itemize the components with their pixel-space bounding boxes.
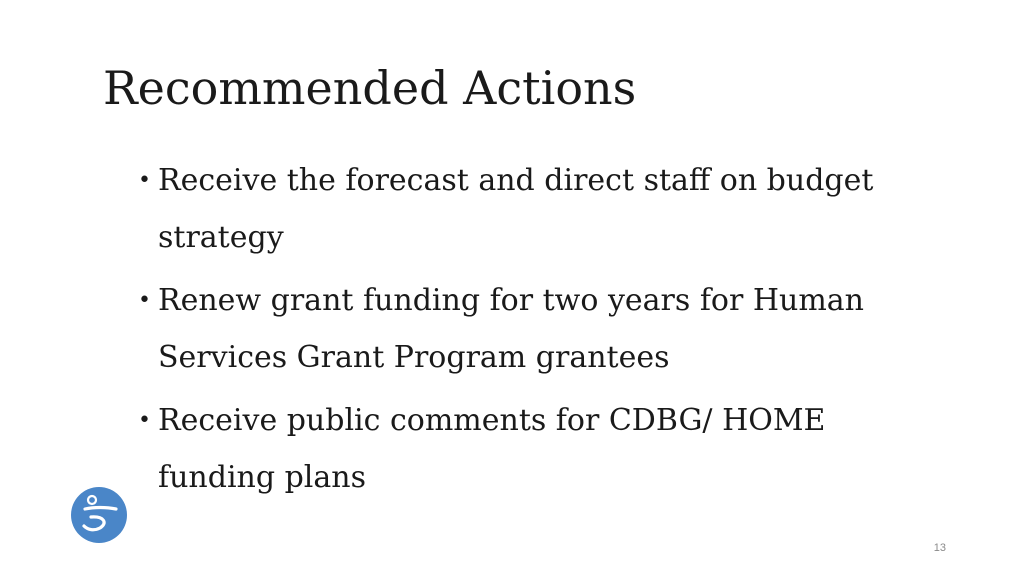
bullet-marker: • <box>138 408 151 433</box>
bullet-item <box>138 152 898 266</box>
bullet-text: Receive public comments for CDBG/ HOME funding plans <box>158 403 826 495</box>
bullet-item <box>138 392 898 506</box>
bullet-text: Renew grant funding for two years for Human Services Grant Program grantees <box>158 283 864 375</box>
bullet-marker: • <box>138 168 151 193</box>
bullet-marker: • <box>138 288 151 313</box>
bullet-item <box>138 272 898 386</box>
bullet-list <box>138 152 898 512</box>
bullet-text: Receive the forecast and direct staff on budget strategy <box>158 163 874 255</box>
city-logo-icon <box>70 486 128 544</box>
slide-title: Recommended Actions <box>103 61 637 115</box>
page-number: 13 <box>933 542 946 554</box>
